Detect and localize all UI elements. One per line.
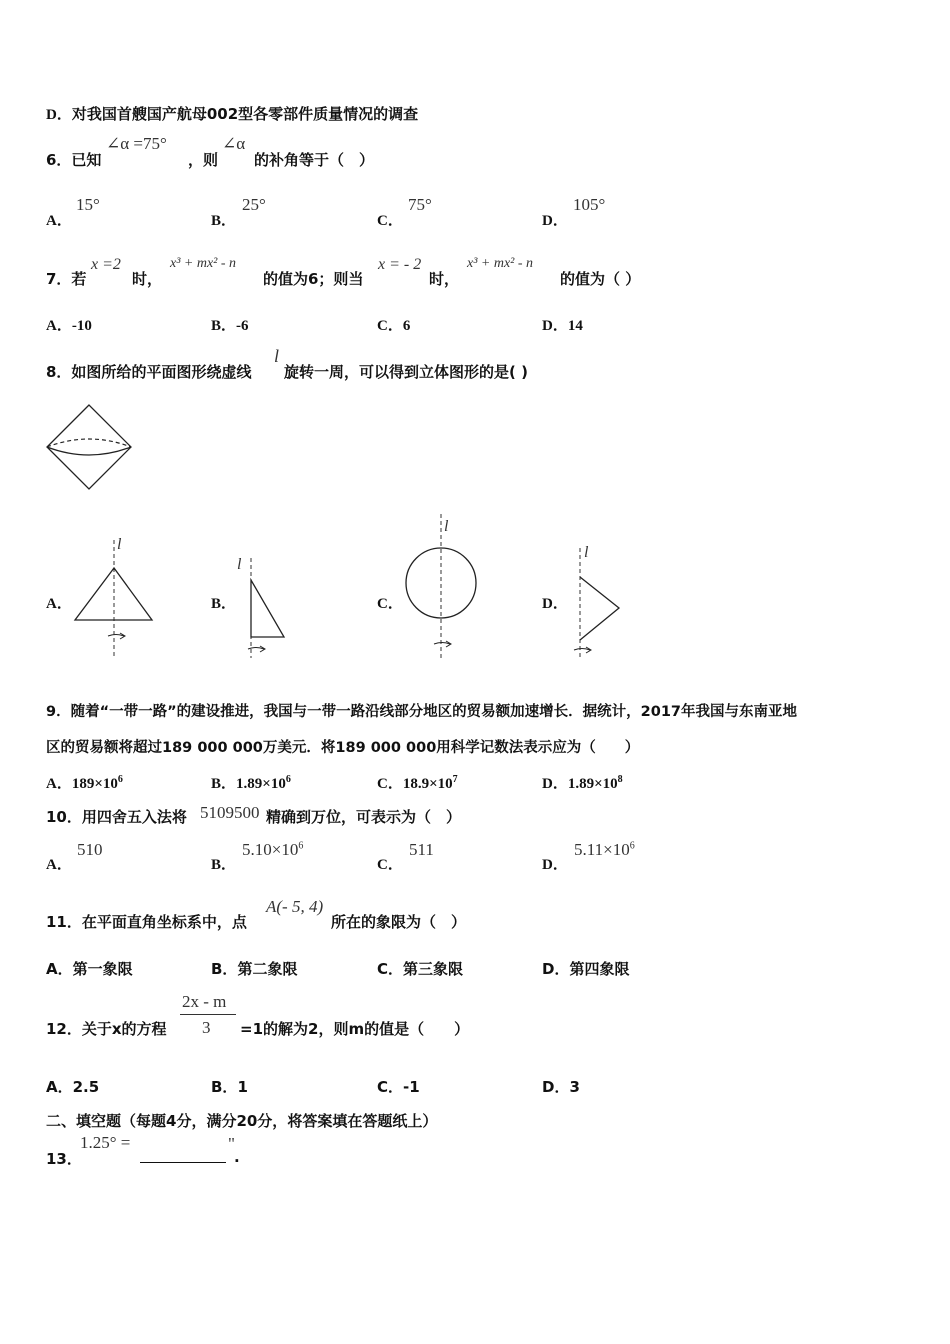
q8-option-a-axis-label: l [117,536,122,553]
q12-denominator: 3 [202,1018,211,1037]
q8-double-cone-figure [44,403,134,491]
q12-num: 12．关于x的方程 [46,1020,167,1038]
q7-t3: 时， [429,270,460,288]
q7-poly2: x³ + mx² - n [467,256,534,271]
q12-option-b[interactable]: B．1 [211,1078,248,1096]
q8-option-c-figure [402,512,482,662]
q11-option-a[interactable]: A．第一象限 [46,960,133,978]
q6-option-b-value: 25° [242,195,266,214]
q7-t2: 的值为6；则当 [263,270,364,288]
q9-option-a[interactable]: A．$189\times 10^6$ [46,774,123,792]
q13-num: 13． [46,1150,82,1168]
q10-num: 10．用四舍五入法将 [46,808,187,826]
q5-option-d: D．对我国首艘国产航母002型各零部件质量情况的调查 [46,105,419,123]
q10-option-c-value: 511 [409,840,434,859]
q12-numerator: 2x - m [182,992,227,1011]
q10-option-d[interactable]: D． [542,857,568,873]
q7-option-c[interactable]: C．6 [377,318,411,334]
q7-cond2: x = - 2 [378,256,422,273]
q12-option-a[interactable]: A．2.5 [46,1078,100,1096]
q6-option-c-value: 75° [408,195,432,214]
q7-t1: 时， [132,270,163,288]
q11-option-d[interactable]: D．第四象限 [542,960,630,978]
q8-option-b-axis-label: l [237,556,242,573]
q6-option-d-value: 105° [573,195,606,214]
q6-option-d[interactable]: D． [542,213,568,229]
q6-expr2: ∠α [222,134,246,153]
q12-option-d[interactable]: D．3 [542,1078,580,1096]
q11-tail: 所在的象限为（ ） [331,913,467,931]
q8-option-c-axis-label: l [444,518,449,535]
q10-option-c[interactable]: C． [377,857,403,873]
q10-number: 5109500 [200,803,260,822]
q9-option-c[interactable]: C．$18.9\times 10^7$ [377,774,458,792]
q6-expr: ∠α =75° [106,134,167,153]
q13-end: . [234,1148,240,1166]
q8-option-d-axis-label: l [584,544,589,561]
q11-option-b[interactable]: B．第二象限 [211,960,298,978]
q10-option-d-value: $5.11\times 10^6$ [574,840,635,859]
q11-point: A(- 5, 4) [266,897,324,916]
q10-option-b[interactable]: B． [211,857,237,873]
q8-option-a[interactable]: A． [46,596,72,612]
q7-option-d[interactable]: D．14 [542,318,583,334]
q13-unit: " [228,1134,235,1153]
q10-option-a[interactable]: A． [46,857,72,873]
q9-option-b[interactable]: B．$1.89\times 10^6$ [211,774,291,792]
q10-option-a-value: 510 [77,840,103,859]
q8-tail: 旋转一周，可以得到立体图形的是( ) [284,363,528,381]
q6-option-a-value: 15° [76,195,100,214]
q13-answer-blank[interactable] [140,1162,226,1163]
q8-stem: 8．如图所给的平面图形绕虚线 [46,363,252,381]
q7-poly1: x³ + mx² - n [170,256,237,271]
q13-expr: 1.25° = [80,1133,131,1152]
q10-tail: 精确到万位，可表示为（ ） [266,808,462,826]
q8-option-d-figure [568,546,628,660]
q11-num: 11．在平面直角坐标系中，点 [46,913,247,931]
q12-tail: =1的解为2，则m的值是（ ） [240,1020,470,1038]
q12-option-c[interactable]: C．-1 [377,1078,420,1096]
q6-option-a[interactable]: A． [46,213,72,229]
q8-var: l [274,346,280,366]
q6-mid: ，则 [188,151,219,169]
q6-option-c[interactable]: C． [377,213,403,229]
q6-option-b[interactable]: B． [211,213,237,229]
section-2-title: 二、填空题（每题4分，满分20分，将答案填在答题纸上） [46,1112,438,1130]
q7-cond1: x =2 [91,256,121,273]
q9-option-d[interactable]: D．$1.89\times 10^8$ [542,774,623,792]
q8-option-a-figure [72,538,156,660]
q7-num: 7．若 [46,270,87,288]
q10-option-b-value: $5.10\times 10^6$ [242,840,304,859]
q9-line1: 9．随着“一带一路”的建设推进，我国与一带一路沿线部分地区的贸易额加速增长．据统计，2017年我国与东南亚地 [46,704,798,720]
q9-line2: 区的贸易额将超过189 000 000万美元．将189 000 000用科学记数法表示应为（ ） [46,740,640,756]
q7-t4: 的值为（ ） [560,270,641,288]
q8-option-d[interactable]: D． [542,596,568,612]
q11-option-c[interactable]: C．第三象限 [377,960,464,978]
q6-stem: 6．已知 [46,151,102,169]
q8-option-b-figure [238,556,290,660]
q6-tail: 的补角等于（ ） [254,151,375,169]
q12-fraction-bar [180,1014,236,1015]
q7-option-b[interactable]: B．-6 [211,318,249,334]
q8-option-c[interactable]: C． [377,596,403,612]
q7-option-a[interactable]: A．-10 [46,318,92,334]
q8-option-b[interactable]: B． [211,596,237,612]
